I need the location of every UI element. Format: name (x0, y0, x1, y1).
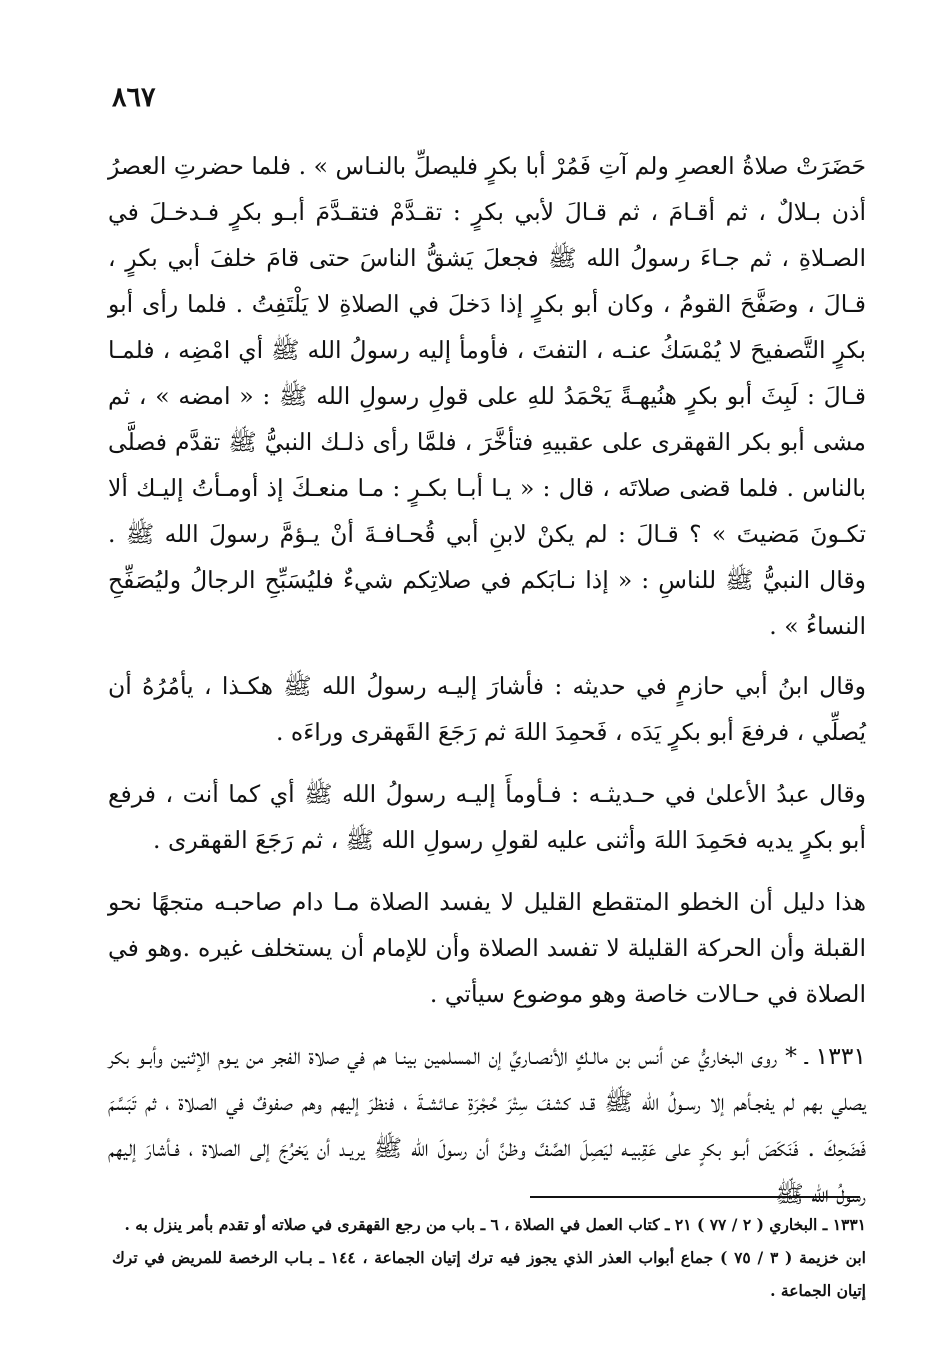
paragraph-hadith-1331: ١٣٣١ ـ * روى البخاريُّ عن أنس بن مالـكٍ الأنصـاريِّ إن المسلمين بينـا هم في صلاة الفجر من يـوم الإثنين وأبـو بكر يصلي بهم لم يفجـأهم إلا رسـولُ الله ﷺ قـد كشفَ سِتْرَ حُجْرَةِ عـائشـةَ ، فنظرَ إليهم وهم صفوفٌ في الصلاة ، ثم تَبَسَّمَ فَضَحِكَ . فَنَكَصَ أبـو بكرٍ على عَقِبيـه ليَصِلَ الصَّفَّ وظنَّ أن رسولَ الله ﷺ يريـد أن يَخرُجَ إلى الصلاة ، فـأشارَ إليهم رسولُ الله ﷺ (108, 1042, 866, 1208)
main-text (108, 143, 866, 1233)
footnote-divider (530, 1196, 860, 1198)
footnote-bukhari: ١٣٣١ ـ البخاري ( ٢ / ٧٧ ) ٢١ ـ كتاب العمل في الصلاة ، ٦ ـ باب من رجع القهقرى في صلاته أو تقدم بأمر ينزل به . (124, 1215, 866, 1234)
paragraph-commentary: هذا دليل أن الخطو المتقطع القليل لا يفسد الصلاة مـا دام صاحبـه متجهًا نحو القبلة وأن الحركة القليلة لا تفسد الصلاة وأن للإمام أن يستخلف غيره .وهو في الصلاة في حـالات خاصة وهو موضوع سيأتي . (108, 888, 866, 1008)
paragraph-ibn-abi-hazim: وقال ابنُ أبي حازمٍ في حديثه : فأشارَ إليـه رسولُ الله ﷺ هكـذا ، يأمُرُهُ أن يُصلِّي ، فرفعَ أبو بكرٍ يَدَه ، فَحمِدَ اللهَ ثم رَجَعَ القَهقرى وراءَه . (108, 672, 866, 746)
footnote-ibn-khuzaymah: ابن خزيمة ( ٣ / ٧٥ ) جماع أبواب العذر الذي يجوز فيه ترك إتيان الجماعة ، ١٤٤ ـ بـاب الرخصة للمريض في ترك إتيان الجماعة . (112, 1248, 866, 1300)
footnotes (112, 1208, 866, 1307)
paragraph-abd-al-ala: وقال عبدُ الأعلىٰ في حـديثـه : فـأومأَ إليـه رسولُ الله ﷺ أي كما أنت ، فرفع أبو بكرٍ يديه فحَمِدَ اللهَ وأثنى عليه لقولِ رسولِ الله ﷺ ، ثم رَجَعَ القهقرى . (108, 780, 866, 854)
page-number: ٨٦٧ (112, 82, 156, 113)
paragraph-hadith-continuation: حَضَرَتْ صلاةُ العصرِ ولم آتِ فَمُرْ أبا بكرٍ فليصلِّ بالنـاس » . فلما حضرتِ العصرُ أذن بـلالٌ ، ثم أقـامَ ، ثم قـالَ لأبي بكرٍ : تقـدَّمْ فتقـدَّمَ أبـو بكرٍ فـدخـلَ في الصـلاةِ ، ثم جـاءَ رسولُ الله ﷺ فجعلَ يَشقُّ الناسَ حتى قامَ خلفَ أبي بكرٍ ، قـالَ ، وصَفَّحَ القومُ ، وكان أبو بكرٍ إذا دَخلَ في الصلاةِ لا يَلْتَفِتُ . فلما رأى أبو بكرٍ التَّصفيحَ لا يُمْسَكُ عنـه ، التفتَ ، فأومأ إليه رسولُ الله ﷺ أي امْضِه ، فلمـا قـالَ : لَبِثَ أبو بكرٍ هنُيهـةً يَحْمَدُ للهِ على قولِ رسولِ الله ﷺ : « امضه » ، ثم مشى أبو بكر القهقرى على عقبيهِ فتأخَّرَ ، فلمَّا رأى ذلـك النبيُّ ﷺ تقدَّم فصلَّى بالناس . فلما قضى صلاتَه ، قال : « يـا أبـا بكـرٍ : مـا منعـكَ إذ أومـأتُ إليـك ألا تكـونَ مَضيتَ » ؟ قـالَ : لم يكنْ لابنِ أبي قُحـافـةَ أنْ يـؤمَّ رسولَ الله ﷺ . وقال النبيُّ ﷺ للناسِ : « إذا نـابَكم في صلاتِكم شيءٌ فليُسَبِّحِ الرجالُ وليُصَفِّحِ النساءُ » . (108, 152, 866, 640)
